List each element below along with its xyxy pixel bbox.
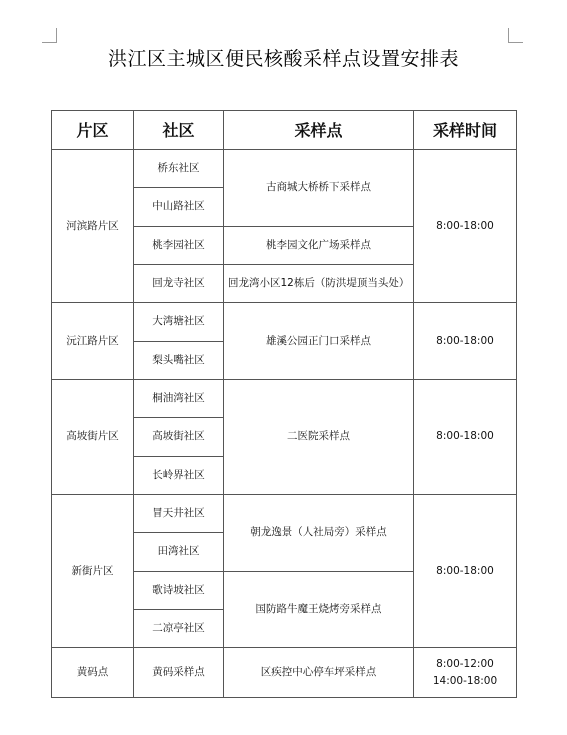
site-cell: 回龙湾小区12栋后（防洪堤顶当头处）	[224, 264, 414, 302]
community-cell: 桥东社区	[134, 150, 224, 188]
time-cell: 8:00-18:00	[414, 379, 517, 494]
community-cell: 桃李园社区	[134, 226, 224, 264]
area-cell: 新街片区	[52, 494, 134, 647]
site-cell: 桃李园文化广场采样点	[224, 226, 414, 264]
header-area: 片区	[52, 111, 134, 150]
site-cell: 区疾控中心停车坪采样点	[224, 648, 414, 698]
document-title: 洪江区主城区便民核酸采样点设置安排表	[107, 48, 459, 70]
site-cell: 雄溪公园正门口采样点	[224, 303, 414, 380]
time-cell	[414, 648, 517, 698]
header-community: 社区	[134, 111, 224, 150]
site-cell: 朝龙逸景（人社局旁）采样点	[224, 494, 414, 571]
area-cell: 高坡街片区	[52, 379, 134, 494]
community-cell: 桐油湾社区	[134, 379, 224, 417]
table-row	[52, 303, 517, 341]
time-cell: 8:00-18:00	[414, 494, 517, 647]
site-cell: 二医院采样点	[224, 379, 414, 494]
header-sampling-time: 采样时间	[414, 111, 517, 150]
community-cell: 田湾社区	[134, 533, 224, 571]
community-cell: 大湾塘社区	[134, 303, 224, 341]
time-cell: 8:00-18:00	[414, 303, 517, 380]
site-cell: 古商城大桥桥下采样点	[224, 150, 414, 227]
time-line: 8:00-12:00	[436, 657, 494, 670]
community-cell: 回龙寺社区	[134, 264, 224, 302]
time-cell: 8:00-18:00	[414, 150, 517, 303]
community-cell: 中山路社区	[134, 188, 224, 226]
community-cell: 歌诗坡社区	[134, 571, 224, 609]
community-cell: 梨头嘴社区	[134, 341, 224, 379]
site-cell: 国防路牛魔王烧烤旁采样点	[224, 571, 414, 648]
area-cell: 黄码点	[52, 648, 134, 698]
crop-mark-top-right	[508, 28, 523, 43]
community-cell: 二凉亭社区	[134, 609, 224, 647]
header-row	[52, 111, 517, 150]
community-cell: 黄码采样点	[134, 648, 224, 698]
sampling-schedule-table	[51, 110, 517, 698]
table-row	[52, 379, 517, 417]
time-line: 14:00-18:00	[432, 674, 498, 687]
table-row	[52, 648, 517, 698]
area-cell: 河滨路片区	[52, 150, 134, 303]
community-cell: 长岭界社区	[134, 456, 224, 494]
table-row	[52, 494, 517, 532]
community-cell: 高坡街社区	[134, 418, 224, 456]
area-cell: 沅江路片区	[52, 303, 134, 380]
crop-mark-top-left	[42, 28, 57, 43]
header-sampling-site: 采样点	[224, 111, 414, 150]
table-row	[52, 150, 517, 188]
community-cell: 冒天井社区	[134, 494, 224, 532]
